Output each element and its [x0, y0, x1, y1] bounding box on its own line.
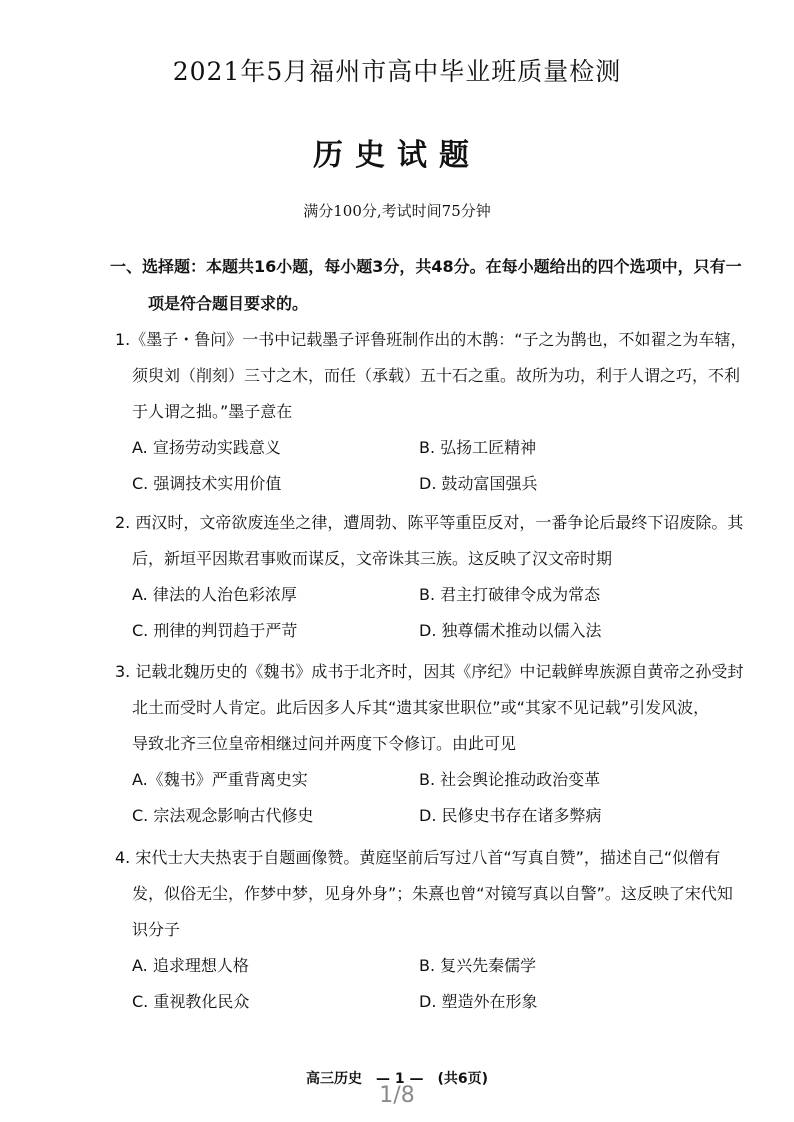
page-indicator: 1/8 — [379, 1083, 415, 1108]
question-3 — [115, 654, 765, 834]
section-instructions — [110, 248, 760, 322]
option-c: C. 宗法观念影响古代修史 — [132, 806, 314, 825]
question-2 — [115, 505, 765, 649]
options-row — [115, 613, 765, 649]
options-row — [115, 466, 765, 502]
option-a: A. 追求理想人格 — [132, 956, 249, 975]
options-row — [115, 798, 765, 834]
option-c: C. 强调技术实用价值 — [132, 474, 282, 493]
question-stem-line: 3. 记载北魏历史的《魏书》成书于北齐时，因其《序纪》中记载鲜卑族源自黄帝之孙受封 — [115, 662, 744, 681]
option-a: A. 宣扬劳动实践意义 — [132, 438, 281, 457]
question-stem-line: 2. 西汉时，文帝欲废连坐之律，遭周勃、陈平等重臣反对，一番争论后最终下诏废除。其 — [115, 513, 744, 532]
option-c: C. 重视教化民众 — [132, 992, 250, 1011]
question-stem-line: 4. 宋代士大夫热衷于自题画像赞。黄庭坚前后写过八首“写真自赞”，描述自己“似僧有 — [115, 848, 721, 867]
option-d: D. 鼓动富国强兵 — [419, 474, 538, 493]
question-stem-line: 发，似俗无尘，作梦中梦，见身外身”；朱熹也曾“对镜写真以自警”。这反映了宋代知 — [132, 884, 733, 903]
question-4 — [115, 840, 765, 1020]
page-footer: 高三历史 — 1 — (共6页) — [305, 1071, 489, 1087]
section-instructions-line: 一、选择题：本题共16小题，每小题3分，共48分。在每小题给出的四个选项中，只有一 — [110, 257, 742, 276]
option-b: B. 社会舆论推动政治变革 — [419, 770, 601, 789]
options-row — [115, 984, 765, 1020]
option-b: B. 弘扬工匠精神 — [419, 438, 537, 457]
option-b: B. 君主打破律令成为常态 — [419, 585, 601, 604]
option-a: A. 律法的人治色彩浓厚 — [132, 585, 297, 604]
options-row — [115, 430, 765, 466]
option-c: C. 刑律的判罚趋于严苛 — [132, 621, 298, 640]
option-d: D. 民修史书存在诸多弊病 — [419, 806, 602, 825]
option-a: A.《魏书》严重背离史实 — [132, 770, 308, 789]
question-stem-line: 于人谓之拙。”墨子意在 — [132, 402, 293, 421]
options-row — [115, 577, 765, 613]
exam-name: 2021年5月福州市高中毕业班质量检测 — [172, 57, 622, 86]
option-d: D. 塑造外在形象 — [419, 992, 538, 1011]
question-stem-line: 识分子 — [132, 920, 181, 939]
section-instructions-line: 项是符合题目要求的。 — [148, 294, 309, 313]
question-1 — [115, 322, 765, 502]
question-stem-line: 1.《墨子・鲁问》一书中记载墨子评鲁班制作出的木鹊：“子之为鹊也，不如翟之为车辖， — [115, 330, 747, 349]
question-stem-line: 北土而受时人肯定。此后因多人斥其“遗其家世职位”或“其家不见记载”引发风波， — [132, 698, 710, 717]
option-d: D. 独尊儒术推动以儒入法 — [419, 621, 602, 640]
option-b: B. 复兴先秦儒学 — [419, 956, 537, 975]
exam-info: 满分100分,考试时间75分钟 — [303, 202, 491, 220]
options-row — [115, 948, 765, 984]
question-stem-line: 后，新垣平因欺君事败而谋反，文帝诛其三族。这反映了汉文帝时期 — [132, 549, 613, 568]
options-row — [115, 762, 765, 798]
subject-title: 历史试题 — [313, 138, 481, 173]
question-stem-line: 须臾刘（削刻）三寸之木，而任（承载）五十石之重。故所为功，利于人谓之巧，不利 — [132, 366, 741, 385]
question-stem-line: 导致北齐三位皇帝相继过问并两度下令修订。由此可见 — [132, 734, 517, 753]
